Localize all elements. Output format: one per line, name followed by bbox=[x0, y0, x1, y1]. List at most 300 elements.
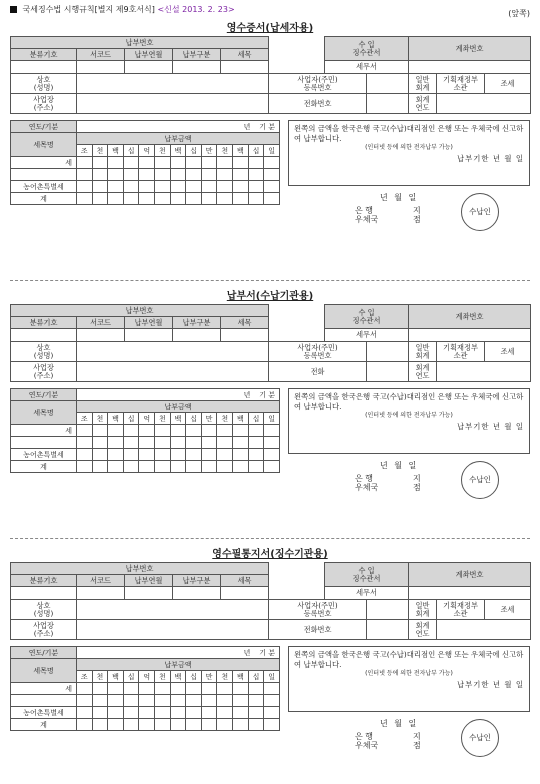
rural-tax-amount-cell[interactable] bbox=[217, 707, 233, 719]
account-no-field[interactable] bbox=[409, 329, 531, 342]
amount-header: 납부금액 bbox=[77, 133, 280, 145]
receipt-date: 년 월 일 bbox=[380, 461, 419, 470]
address-label: 사업장 (주소) bbox=[11, 94, 77, 114]
general-account-label: 일반 회계 bbox=[409, 342, 437, 362]
amount-unit-label: 십 bbox=[248, 671, 264, 683]
due-date-line: 납부기한 년 월 일 bbox=[456, 154, 524, 163]
total-amount-cell[interactable] bbox=[233, 461, 249, 473]
blank-amount-cell[interactable] bbox=[248, 169, 264, 181]
rural-tax-amount-cell[interactable] bbox=[248, 707, 264, 719]
rural-tax-amount-cell[interactable] bbox=[77, 181, 93, 193]
total-amount-cell[interactable] bbox=[77, 719, 93, 731]
form-revision-note: <신설 2013. 2. 23> bbox=[157, 5, 235, 14]
amount-unit-label: 일 bbox=[264, 671, 280, 683]
rural-tax-amount-cell[interactable] bbox=[233, 707, 249, 719]
blank-amount-cell[interactable] bbox=[77, 695, 93, 707]
tax-amount-cell[interactable] bbox=[170, 157, 186, 169]
year-period-field[interactable]: 년 기 분 bbox=[77, 121, 280, 133]
total-amount-cell[interactable] bbox=[77, 461, 93, 473]
branch-label: 지점 bbox=[413, 732, 421, 750]
total-amount-cell[interactable] bbox=[92, 193, 108, 205]
rural-tax-label: 농어촌특별세 bbox=[11, 707, 77, 719]
bank-name-block bbox=[355, 474, 421, 492]
rural-tax-amount-cell[interactable] bbox=[186, 707, 202, 719]
tax-amount-cell[interactable] bbox=[217, 425, 233, 437]
blank-row-label bbox=[11, 695, 77, 707]
phone-field[interactable] bbox=[367, 94, 409, 114]
biz-no-field[interactable] bbox=[367, 74, 409, 94]
blank-amount-cell[interactable] bbox=[139, 437, 155, 449]
amount-unit-label: 백 bbox=[108, 413, 124, 425]
blank-amount-cell[interactable] bbox=[155, 695, 171, 707]
tax-amount-cell[interactable] bbox=[186, 683, 202, 695]
amount-grid bbox=[10, 388, 280, 473]
rural-tax-amount-cell[interactable] bbox=[186, 449, 202, 461]
total-amount-cell[interactable] bbox=[233, 193, 249, 205]
address-field[interactable] bbox=[77, 94, 269, 114]
tax-amount-cell[interactable] bbox=[233, 425, 249, 437]
total-amount-cell[interactable] bbox=[139, 719, 155, 731]
total-amount-cell[interactable] bbox=[92, 461, 108, 473]
amount-unit-label: 십 bbox=[186, 671, 202, 683]
post-office-label: 우체국 bbox=[355, 741, 379, 750]
rural-tax-amount-cell[interactable] bbox=[108, 707, 124, 719]
total-amount-cell[interactable] bbox=[155, 719, 171, 731]
payment-no-header: 납부번호 bbox=[11, 563, 269, 575]
tax-amount-cell[interactable] bbox=[139, 425, 155, 437]
blank-amount-cell[interactable] bbox=[92, 695, 108, 707]
total-amount-cell[interactable] bbox=[264, 719, 280, 731]
tax-item-header: 세목 bbox=[221, 575, 269, 587]
tax-amount-cell[interactable] bbox=[201, 683, 217, 695]
pay-type-header: 납부구분 bbox=[173, 49, 221, 61]
tax-amount-cell[interactable] bbox=[108, 157, 124, 169]
form-section-1 bbox=[10, 22, 530, 240]
blank-amount-cell[interactable] bbox=[248, 695, 264, 707]
tax-amount-cell[interactable] bbox=[264, 425, 280, 437]
office-code-header: 서코드 bbox=[77, 575, 125, 587]
form-reference: 국세징수법 시행규칙[별지 제9호서식] bbox=[22, 5, 155, 14]
class-code-header: 분류기호 bbox=[11, 317, 77, 329]
pay-year-field[interactable] bbox=[125, 61, 173, 74]
blank-amount-cell[interactable] bbox=[201, 437, 217, 449]
tax-amount-cell[interactable] bbox=[108, 425, 124, 437]
tax-amount-cell[interactable] bbox=[201, 157, 217, 169]
branch-label: 지점 bbox=[413, 206, 421, 224]
amount-unit-label: 천 bbox=[92, 671, 108, 683]
blank-amount-cell[interactable] bbox=[264, 437, 280, 449]
total-amount-cell[interactable] bbox=[155, 461, 171, 473]
tax-amount-cell[interactable] bbox=[139, 683, 155, 695]
fiscal-year-field[interactable] bbox=[437, 94, 531, 114]
rural-tax-amount-cell[interactable] bbox=[170, 707, 186, 719]
blank-amount-cell[interactable] bbox=[201, 169, 217, 181]
ministry-label: 기획재정부 소관 bbox=[437, 600, 485, 620]
biz-no-label: 사업자(주민) 등록번호 bbox=[269, 342, 367, 362]
blank-amount-cell[interactable] bbox=[264, 169, 280, 181]
amount-unit-label: 천 bbox=[217, 671, 233, 683]
rural-tax-amount-cell[interactable] bbox=[264, 181, 280, 193]
blank-amount-cell[interactable] bbox=[264, 695, 280, 707]
blank-amount-cell[interactable] bbox=[108, 437, 124, 449]
amount-unit-label: 십 bbox=[248, 413, 264, 425]
blank-amount-cell[interactable] bbox=[217, 169, 233, 181]
tax-row-label: 세 bbox=[11, 157, 77, 169]
total-amount-cell[interactable] bbox=[217, 461, 233, 473]
tax-item-field[interactable] bbox=[221, 587, 269, 600]
amount-unit-label: 만 bbox=[201, 145, 217, 157]
rural-tax-amount-cell[interactable] bbox=[217, 181, 233, 193]
rural-tax-amount-cell[interactable] bbox=[92, 707, 108, 719]
tax-amount-cell[interactable] bbox=[170, 683, 186, 695]
tax-row-label: 세 bbox=[11, 425, 77, 437]
total-amount-cell[interactable] bbox=[123, 719, 139, 731]
total-amount-cell[interactable] bbox=[123, 193, 139, 205]
total-amount-cell[interactable] bbox=[217, 719, 233, 731]
rural-tax-amount-cell[interactable] bbox=[139, 449, 155, 461]
total-amount-cell[interactable] bbox=[233, 719, 249, 731]
tax-item-field[interactable] bbox=[221, 61, 269, 74]
tax-type-label: 조세 bbox=[485, 74, 531, 94]
trade-name-field[interactable] bbox=[77, 600, 269, 620]
tax-amount-cell[interactable] bbox=[170, 425, 186, 437]
total-amount-cell[interactable] bbox=[201, 719, 217, 731]
total-amount-cell[interactable] bbox=[217, 193, 233, 205]
pay-year-header: 납부연월 bbox=[125, 49, 173, 61]
blank-amount-cell[interactable] bbox=[108, 695, 124, 707]
tax-amount-cell[interactable] bbox=[233, 157, 249, 169]
rural-tax-amount-cell[interactable] bbox=[264, 449, 280, 461]
trade-name-label: 상호 (성명) bbox=[11, 342, 77, 362]
blank-amount-cell[interactable] bbox=[186, 437, 202, 449]
blank-amount-cell[interactable] bbox=[92, 437, 108, 449]
amount-unit-label: 천 bbox=[155, 671, 171, 683]
section-title: 영수증서(납세자용) bbox=[226, 23, 314, 34]
due-date-line: 납부기한 년 월 일 bbox=[456, 422, 524, 431]
total-amount-cell[interactable] bbox=[123, 461, 139, 473]
blank-amount-cell[interactable] bbox=[233, 695, 249, 707]
section-title: 납부서(수납기관용) bbox=[226, 291, 314, 302]
biz-no-field[interactable] bbox=[367, 600, 409, 620]
rural-tax-label: 농어촌특별세 bbox=[11, 181, 77, 193]
rural-tax-amount-cell[interactable] bbox=[170, 181, 186, 193]
total-amount-cell[interactable] bbox=[108, 193, 124, 205]
tax-amount-cell[interactable] bbox=[123, 157, 139, 169]
office-code-field[interactable] bbox=[77, 329, 125, 342]
class-code-field[interactable] bbox=[11, 329, 77, 342]
tax-amount-cell[interactable] bbox=[77, 425, 93, 437]
rural-tax-amount-cell[interactable] bbox=[92, 181, 108, 193]
rural-tax-amount-cell[interactable] bbox=[155, 449, 171, 461]
amount-unit-label: 천 bbox=[155, 413, 171, 425]
blank-amount-cell[interactable] bbox=[233, 169, 249, 181]
tax-amount-cell[interactable] bbox=[139, 157, 155, 169]
class-code-header: 분류기호 bbox=[11, 575, 77, 587]
total-amount-cell[interactable] bbox=[248, 719, 264, 731]
tax-amount-cell[interactable] bbox=[123, 425, 139, 437]
cut-line-divider bbox=[10, 280, 530, 281]
payment-no-header: 납부번호 bbox=[11, 37, 269, 49]
general-account-label: 일반 회계 bbox=[409, 74, 437, 94]
tax-amount-cell[interactable] bbox=[264, 683, 280, 695]
rural-tax-amount-cell[interactable] bbox=[248, 449, 264, 461]
blank-amount-cell[interactable] bbox=[217, 695, 233, 707]
tax-amount-cell[interactable] bbox=[108, 683, 124, 695]
tax-amount-cell[interactable] bbox=[92, 683, 108, 695]
rural-tax-amount-cell[interactable] bbox=[108, 181, 124, 193]
blank-amount-cell[interactable] bbox=[123, 695, 139, 707]
tax-item-field[interactable] bbox=[221, 329, 269, 342]
blank-amount-cell[interactable] bbox=[186, 695, 202, 707]
amount-header: 납부금액 bbox=[77, 401, 280, 413]
blank-amount-cell[interactable] bbox=[139, 695, 155, 707]
phone-field[interactable] bbox=[367, 362, 409, 382]
class-code-field[interactable] bbox=[11, 61, 77, 74]
blank-amount-cell[interactable] bbox=[170, 695, 186, 707]
office-code-field[interactable] bbox=[77, 587, 125, 600]
collection-office-header: 수 입 징수관서 bbox=[325, 563, 409, 587]
payer-info-table bbox=[10, 304, 531, 382]
blank-amount-cell[interactable] bbox=[123, 169, 139, 181]
pay-type-field[interactable] bbox=[173, 587, 221, 600]
total-amount-cell[interactable] bbox=[108, 461, 124, 473]
address-field[interactable] bbox=[77, 362, 269, 382]
rural-tax-amount-cell[interactable] bbox=[217, 449, 233, 461]
amount-header: 납부금액 bbox=[77, 659, 280, 671]
payer-info-table bbox=[10, 562, 531, 640]
total-amount-cell[interactable] bbox=[186, 193, 202, 205]
form-section-2 bbox=[10, 290, 530, 508]
tax-amount-cell[interactable] bbox=[77, 683, 93, 695]
rural-tax-amount-cell[interactable] bbox=[201, 181, 217, 193]
tax-row-label: 세 bbox=[11, 683, 77, 695]
total-amount-cell[interactable] bbox=[139, 461, 155, 473]
rural-tax-amount-cell[interactable] bbox=[233, 181, 249, 193]
blank-amount-cell[interactable] bbox=[139, 169, 155, 181]
form-section-3 bbox=[10, 548, 530, 766]
electronic-payment-note: (인터넷 등에 의한 전자납부 가능) bbox=[365, 670, 453, 677]
tax-amount-cell[interactable] bbox=[233, 683, 249, 695]
tax-amount-cell[interactable] bbox=[92, 425, 108, 437]
pay-type-field[interactable] bbox=[173, 61, 221, 74]
blank-amount-cell[interactable] bbox=[77, 437, 93, 449]
address-label: 사업장 (주소) bbox=[11, 362, 77, 382]
blank-amount-cell[interactable] bbox=[92, 169, 108, 181]
account-no-field[interactable] bbox=[409, 61, 531, 74]
total-amount-cell[interactable] bbox=[170, 461, 186, 473]
rural-tax-amount-cell[interactable] bbox=[108, 449, 124, 461]
office-code-header: 서코드 bbox=[77, 49, 125, 61]
ministry-label: 기획재정부 소관 bbox=[437, 342, 485, 362]
year-period-label: 연도/기분 bbox=[11, 647, 77, 659]
amount-unit-label: 조 bbox=[77, 413, 93, 425]
blank-amount-cell[interactable] bbox=[248, 437, 264, 449]
tax-amount-cell[interactable] bbox=[155, 157, 171, 169]
blank-amount-cell[interactable] bbox=[233, 437, 249, 449]
tax-amount-cell[interactable] bbox=[264, 157, 280, 169]
trade-name-field[interactable] bbox=[77, 342, 269, 362]
total-amount-cell[interactable] bbox=[170, 193, 186, 205]
blank-amount-cell[interactable] bbox=[155, 169, 171, 181]
total-amount-cell[interactable] bbox=[92, 719, 108, 731]
rural-tax-amount-cell[interactable] bbox=[264, 707, 280, 719]
amount-unit-label: 십 bbox=[186, 145, 202, 157]
rural-tax-amount-cell[interactable] bbox=[123, 449, 139, 461]
blank-amount-cell[interactable] bbox=[77, 169, 93, 181]
tax-amount-cell[interactable] bbox=[186, 425, 202, 437]
tax-amount-cell[interactable] bbox=[155, 683, 171, 695]
tax-amount-cell[interactable] bbox=[217, 157, 233, 169]
account-no-field[interactable] bbox=[409, 587, 531, 600]
tax-name-label: 세목명 bbox=[11, 133, 77, 157]
rural-tax-amount-cell[interactable] bbox=[155, 707, 171, 719]
rural-tax-amount-cell[interactable] bbox=[77, 449, 93, 461]
total-amount-cell[interactable] bbox=[264, 193, 280, 205]
amount-unit-label: 천 bbox=[92, 413, 108, 425]
blank-amount-cell[interactable] bbox=[108, 169, 124, 181]
rural-tax-amount-cell[interactable] bbox=[139, 181, 155, 193]
phone-field[interactable] bbox=[367, 620, 409, 640]
year-period-field[interactable]: 년 기 분 bbox=[77, 389, 280, 401]
tax-office-field[interactable]: 세무서 bbox=[325, 61, 409, 74]
amount-unit-label: 십 bbox=[248, 145, 264, 157]
collection-office-header: 수 입 징수관서 bbox=[325, 305, 409, 329]
tax-type-label: 조세 bbox=[485, 342, 531, 362]
total-amount-cell[interactable] bbox=[77, 193, 93, 205]
bank-name-block bbox=[355, 206, 421, 224]
amount-unit-label: 조 bbox=[77, 145, 93, 157]
amount-unit-label: 백 bbox=[233, 671, 249, 683]
branch-label: 지점 bbox=[413, 474, 421, 492]
rural-tax-amount-cell[interactable] bbox=[201, 707, 217, 719]
amount-unit-label: 일 bbox=[264, 413, 280, 425]
pay-type-header: 납부구분 bbox=[173, 317, 221, 329]
blank-amount-cell[interactable] bbox=[217, 437, 233, 449]
pay-type-field[interactable] bbox=[173, 329, 221, 342]
total-amount-cell[interactable] bbox=[201, 461, 217, 473]
general-account-label: 일반 회계 bbox=[409, 600, 437, 620]
pay-year-field[interactable] bbox=[125, 587, 173, 600]
payer-info-table bbox=[10, 36, 531, 114]
fiscal-year-label: 회계 연도 bbox=[409, 620, 437, 640]
total-amount-cell[interactable] bbox=[248, 193, 264, 205]
total-amount-cell[interactable] bbox=[201, 193, 217, 205]
instruction-text: 왼쪽의 금액을 한국은행 국고(수납)대리점인 은행 또는 우체국에 신고하여 납부합니다. bbox=[294, 124, 524, 143]
rural-tax-label: 농어촌특별세 bbox=[11, 449, 77, 461]
blank-amount-cell[interactable] bbox=[123, 437, 139, 449]
amount-grid bbox=[10, 646, 280, 731]
tax-amount-cell[interactable] bbox=[248, 157, 264, 169]
fiscal-year-field[interactable] bbox=[437, 620, 531, 640]
rural-tax-amount-cell[interactable] bbox=[186, 181, 202, 193]
receipt-date: 년 월 일 bbox=[380, 193, 419, 202]
rural-tax-amount-cell[interactable] bbox=[155, 181, 171, 193]
office-code-field[interactable] bbox=[77, 61, 125, 74]
rural-tax-amount-cell[interactable] bbox=[123, 181, 139, 193]
tax-amount-cell[interactable] bbox=[186, 157, 202, 169]
amount-unit-label: 백 bbox=[233, 145, 249, 157]
tax-item-header: 세목 bbox=[221, 317, 269, 329]
rural-tax-amount-cell[interactable] bbox=[170, 449, 186, 461]
year-period-label: 연도/기분 bbox=[11, 389, 77, 401]
blank-amount-cell[interactable] bbox=[170, 169, 186, 181]
amount-unit-label: 억 bbox=[139, 413, 155, 425]
fiscal-year-field[interactable] bbox=[437, 362, 531, 382]
rural-tax-amount-cell[interactable] bbox=[77, 707, 93, 719]
biz-no-field[interactable] bbox=[367, 342, 409, 362]
amount-unit-label: 백 bbox=[170, 145, 186, 157]
pay-year-field[interactable] bbox=[125, 329, 173, 342]
tax-office-field[interactable]: 세무서 bbox=[325, 329, 409, 342]
tax-amount-cell[interactable] bbox=[155, 425, 171, 437]
instruction-text: 왼쪽의 금액을 한국은행 국고(수납)대리점인 은행 또는 우체국에 신고하여 납부합니다. bbox=[294, 392, 524, 411]
tax-name-label: 세목명 bbox=[11, 401, 77, 425]
blank-amount-cell[interactable] bbox=[170, 437, 186, 449]
year-period-field[interactable]: 년 기 분 bbox=[77, 647, 280, 659]
rural-tax-amount-cell[interactable] bbox=[201, 449, 217, 461]
square-bullet-icon bbox=[10, 6, 17, 13]
total-amount-cell[interactable] bbox=[186, 719, 202, 731]
office-code-header: 서코드 bbox=[77, 317, 125, 329]
blank-row-label bbox=[11, 437, 77, 449]
rural-tax-amount-cell[interactable] bbox=[139, 707, 155, 719]
tax-office-field[interactable]: 세무서 bbox=[325, 587, 409, 600]
trade-name-field[interactable] bbox=[77, 74, 269, 94]
address-field[interactable] bbox=[77, 620, 269, 640]
total-amount-cell[interactable] bbox=[264, 461, 280, 473]
pay-year-header: 납부연월 bbox=[125, 575, 173, 587]
rural-tax-amount-cell[interactable] bbox=[248, 181, 264, 193]
rural-tax-amount-cell[interactable] bbox=[92, 449, 108, 461]
phone-label: 전화번호 bbox=[269, 94, 367, 114]
tax-amount-cell[interactable] bbox=[248, 683, 264, 695]
tax-amount-cell[interactable] bbox=[248, 425, 264, 437]
receipt-stamp-circle: 수납인 bbox=[461, 461, 499, 499]
total-amount-cell[interactable] bbox=[186, 461, 202, 473]
amount-unit-label: 천 bbox=[217, 145, 233, 157]
bank-label: 은 행 bbox=[355, 732, 373, 741]
tax-amount-cell[interactable] bbox=[217, 683, 233, 695]
tax-amount-cell[interactable] bbox=[201, 425, 217, 437]
payment-no-header: 납부번호 bbox=[11, 305, 269, 317]
tax-amount-cell[interactable] bbox=[123, 683, 139, 695]
biz-no-label: 사업자(주민) 등록번호 bbox=[269, 74, 367, 94]
rural-tax-amount-cell[interactable] bbox=[233, 449, 249, 461]
amount-unit-label: 억 bbox=[139, 671, 155, 683]
total-label: 계 bbox=[11, 719, 77, 731]
blank-amount-cell[interactable] bbox=[155, 437, 171, 449]
blank-amount-cell[interactable] bbox=[186, 169, 202, 181]
total-amount-cell[interactable] bbox=[108, 719, 124, 731]
rural-tax-amount-cell[interactable] bbox=[123, 707, 139, 719]
payment-instruction-box bbox=[288, 388, 530, 454]
total-amount-cell[interactable] bbox=[139, 193, 155, 205]
total-amount-cell[interactable] bbox=[155, 193, 171, 205]
blank-amount-cell[interactable] bbox=[201, 695, 217, 707]
amount-unit-label: 만 bbox=[201, 413, 217, 425]
electronic-payment-note: (인터넷 등에 의한 전자납부 가능) bbox=[365, 412, 453, 419]
phone-label: 전화번호 bbox=[269, 620, 367, 640]
total-amount-cell[interactable] bbox=[170, 719, 186, 731]
amount-unit-label: 십 bbox=[123, 145, 139, 157]
class-code-field[interactable] bbox=[11, 587, 77, 600]
amount-unit-label: 만 bbox=[201, 671, 217, 683]
account-no-header: 계좌번호 bbox=[409, 563, 531, 587]
tax-amount-cell[interactable] bbox=[77, 157, 93, 169]
amount-unit-label: 천 bbox=[217, 413, 233, 425]
total-amount-cell[interactable] bbox=[248, 461, 264, 473]
tax-amount-cell[interactable] bbox=[92, 157, 108, 169]
